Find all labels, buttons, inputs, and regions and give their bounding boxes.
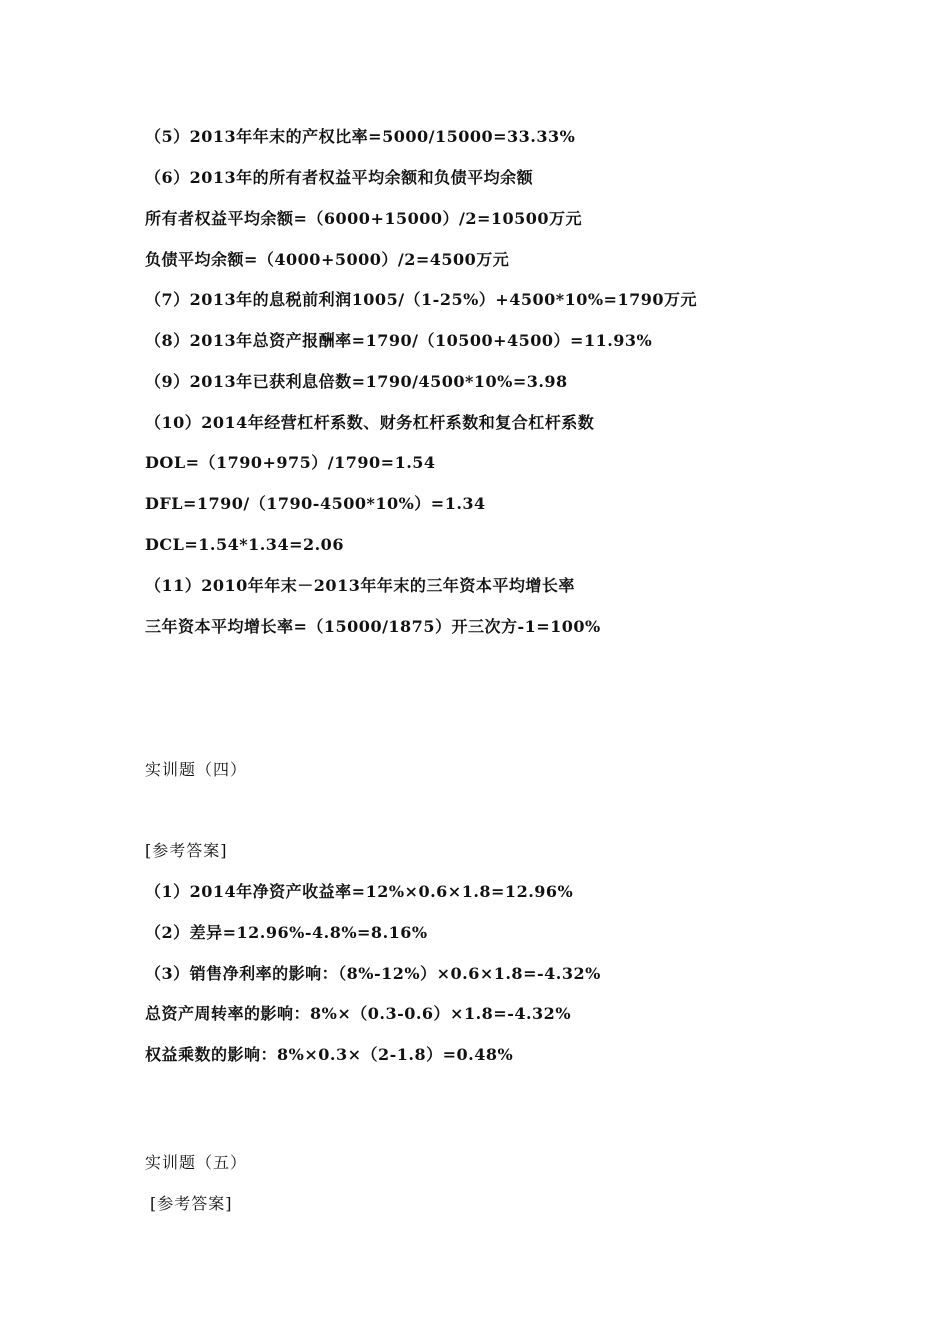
text-line: （5）2013年年末的产权比率=5000/15000=33.33% bbox=[145, 127, 576, 146]
text-line: （6）2013年的所有者权益平均余额和负债平均余额 bbox=[145, 168, 534, 187]
answer-label: [参考答案] bbox=[150, 1194, 233, 1213]
text-line: （8）2013年总资产报酬率=1790/（10500+4500）=11.93% bbox=[145, 331, 653, 350]
section-title: 实训题（五） bbox=[145, 1153, 248, 1172]
text-line: （1）2014年净资产收益率=12%×0.6×1.8=12.96% bbox=[145, 882, 574, 901]
text-line: 负债平均余额=（4000+5000）/2=4500万元 bbox=[145, 250, 510, 269]
text-line: （9）2013年已获利息倍数=1790/4500*10%=3.98 bbox=[145, 372, 568, 391]
text-line: 所有者权益平均余额=（6000+15000）/2=10500万元 bbox=[145, 209, 583, 228]
text-line: 权益乘数的影响：8%×0.3×（2-1.8）=0.48% bbox=[145, 1045, 514, 1064]
text-line: 三年资本平均增长率=（15000/1875）开三次方-1=100% bbox=[145, 617, 601, 636]
section-title: 实训题（四） bbox=[145, 760, 248, 779]
text-line: DFL=1790/（1790-4500*10%）=1.34 bbox=[145, 494, 486, 513]
text-line: DCL=1.54*1.34=2.06 bbox=[145, 535, 344, 554]
text-line: （11）2010年年末－2013年年末的三年资本平均增长率 bbox=[145, 576, 575, 595]
text-line: DOL=（1790+975）/1790=1.54 bbox=[145, 453, 436, 472]
text-line: （3）销售净利率的影响：（8%-12%）×0.6×1.8=-4.32% bbox=[145, 964, 601, 983]
text-line: （2）差异=12.96%-4.8%=8.16% bbox=[145, 923, 428, 942]
answer-label: [参考答案] bbox=[145, 841, 228, 860]
text-line: （7）2013年的息税前利润1005/（1-25%）+4500*10%=1790万元 bbox=[145, 290, 697, 309]
text-line: 总资产周转率的影响：8%×（0.3-0.6）×1.8=-4.32% bbox=[145, 1004, 572, 1023]
text-line: （10）2014年经营杠杆系数、财务杠杆系数和复合杠杆系数 bbox=[145, 413, 595, 432]
